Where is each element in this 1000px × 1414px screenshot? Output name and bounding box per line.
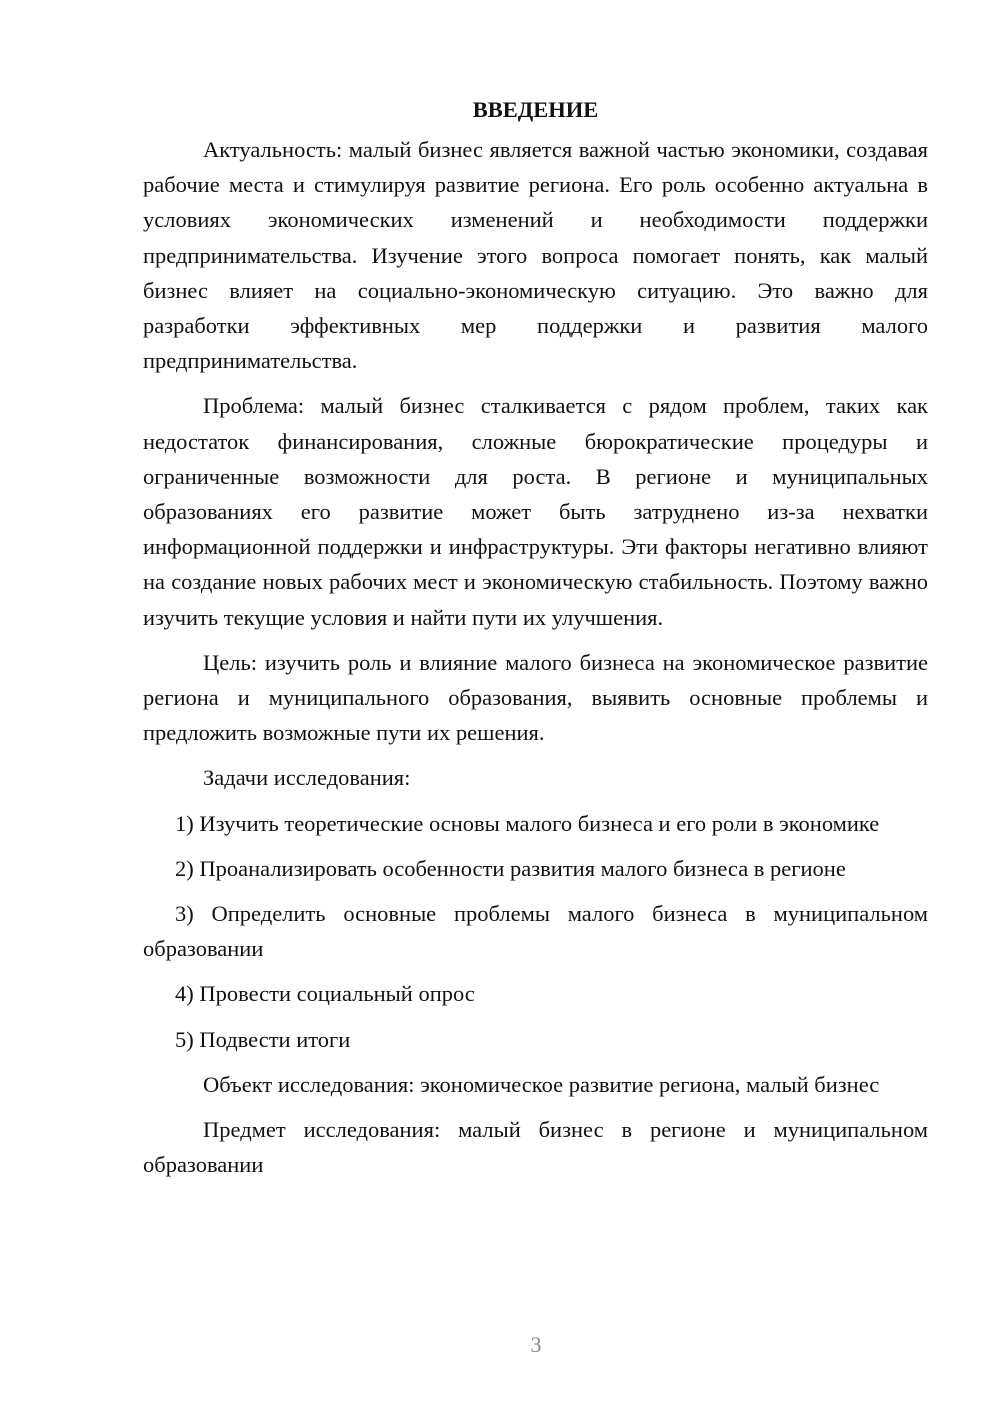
paragraph-tasks-intro: Задачи исследования:: [203, 765, 411, 791]
page-content: [143, 96, 928, 1192]
section-heading: ВВЕДЕНИЕ: [472, 97, 599, 122]
list-item: 2) Проанализировать особенности развития малого бизнеса в регионе: [175, 855, 846, 881]
paragraph-research-object: Объект исследования: экономическое развитие региона, малый бизнес: [203, 1071, 880, 1097]
tasks-list: [143, 806, 928, 1057]
list-item: 1) Изучить теоретические основы малого бизнеса и его роли в экономике: [175, 810, 880, 836]
paragraph-research-subject: Предмет исследования: малый бизнес в регионе и муниципальном образовании: [143, 1117, 928, 1178]
paragraph-problem: Проблема: малый бизнес сталкивается с рядом проблем, таких как недостаток финансирования, сложные бюрократические процедуры и ограниченные возможности для роста. В регионе и муниципальных образованиях его развитие может быть затруднено из-за нехватки информационной поддержки и инфраструктуры. Эти факторы негативно влияют на создание новых рабочих мест и экономическую стабильность. Поэтому важно изучить текущие условия и найти пути их улучшения.: [143, 393, 928, 630]
list-item: 4) Провести социальный опрос: [175, 981, 475, 1007]
page-number: 3: [530, 1332, 542, 1357]
paragraph-goal: Цель: изучить роль и влияние малого бизнеса на экономическое развитие региона и муниципального образования, выявить основные проблемы и предложить возможные пути их решения.: [143, 649, 928, 746]
paragraph-relevance: Актуальность: малый бизнес является важной частью экономики, создавая рабочие места и стимулируя развитие региона. Его роль особенно актуальна в условиях экономических изменений и необходимости поддержки предпринимательства. Изучение этого вопроса помогает понять, как малый бизнес влияет на социально-экономическую ситуацию. Это важно для разработки эффективных мер поддержки и развития малого предпринимательства.: [143, 137, 928, 374]
list-item: 3) Определить основные проблемы малого бизнеса в муниципальном образовании: [143, 901, 928, 962]
list-item: 5) Подвести итоги: [175, 1026, 351, 1052]
